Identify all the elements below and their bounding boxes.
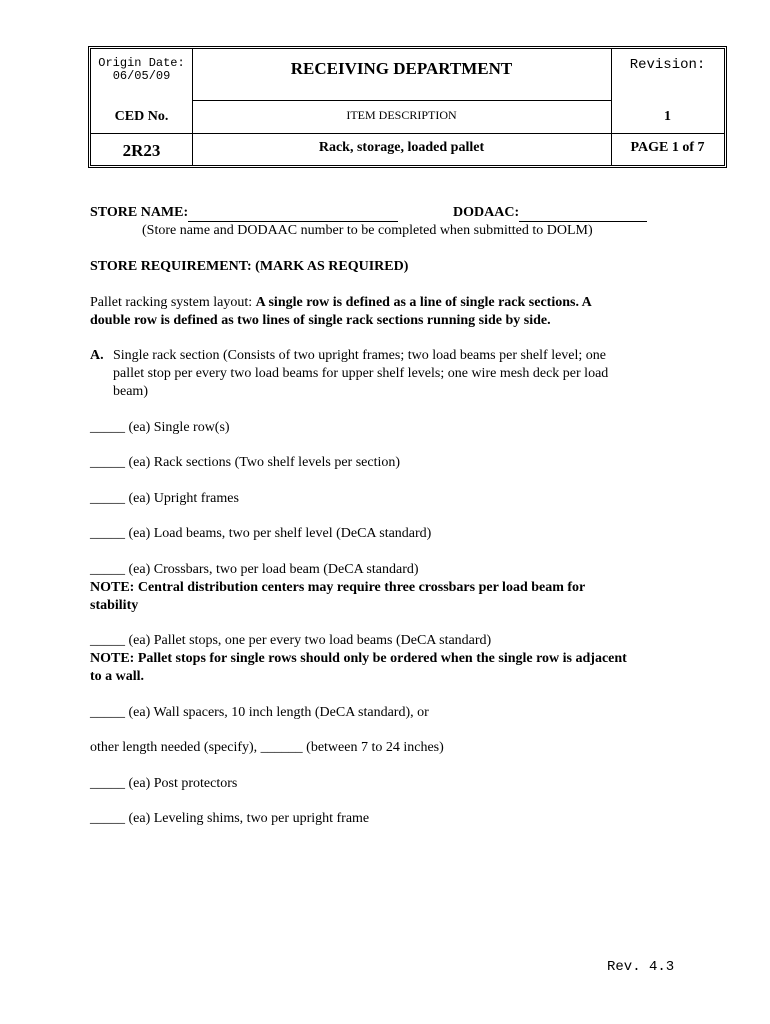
origin-date-value: 06/05/09 (112, 69, 171, 83)
store-name-label: STORE NAME: (90, 205, 189, 220)
dodaac-field[interactable] (519, 205, 647, 222)
table-divider (192, 100, 611, 101)
revision-value: 1 (664, 109, 671, 124)
crossbars-note-line2: stability (90, 598, 139, 613)
department-title: RECEIVING DEPARTMENT (290, 59, 513, 78)
item-load-beams[interactable]: _____ (ea) Load beams, two per shelf level (DeCA standard) (90, 526, 432, 541)
table-divider (91, 133, 724, 134)
origin-date-label: Origin Date: (98, 56, 185, 70)
item-crossbars[interactable]: _____ (ea) Crossbars, two per load beam (DeCA standard) (90, 562, 419, 577)
layout-intro-line2: double row is defined as two lines of single rack sections running side by side. (90, 313, 551, 328)
origin-date (91, 57, 192, 83)
store-name-field[interactable] (188, 205, 398, 222)
section-a-letter: A. (90, 348, 104, 363)
dodaac-line (453, 205, 647, 222)
requirement-heading: STORE REQUIREMENT: (MARK AS REQUIRED) (90, 259, 409, 274)
layout-intro-lead: Pallet racking system layout: (90, 295, 256, 310)
item-single-rows[interactable]: _____ (ea) Single row(s) (90, 420, 230, 435)
ced-label: CED No. (114, 109, 169, 124)
section-a-line2: pallet stop per every two load beams for upper shelf levels; one wire mesh deck per load (113, 366, 609, 381)
item-post-protectors[interactable]: _____ (ea) Post protectors (90, 776, 238, 791)
item-upright-frames[interactable]: _____ (ea) Upright frames (90, 491, 239, 506)
pallet-stops-note-line2: to a wall. (90, 669, 145, 684)
header-table (88, 46, 727, 168)
item-rack-sections[interactable]: _____ (ea) Rack sections (Two shelf levels per section) (90, 455, 401, 470)
pallet-stops-note-line1: NOTE: Pallet stops for single rows should only be ordered when the single row is adjacent (90, 651, 627, 666)
item-pallet-stops[interactable]: _____ (ea) Pallet stops, one per every two load beams (DeCA standard) (90, 633, 492, 648)
item-description: Rack, storage, loaded pallet (318, 140, 485, 155)
dodaac-label: DODAAC: (453, 205, 520, 220)
section-a-line3: beam) (113, 384, 148, 399)
revision-label: Revision: (629, 57, 706, 73)
item-other-length[interactable]: other length needed (specify), ______ (between 7 to 24 inches) (90, 740, 444, 755)
ced-value: 2R23 (122, 141, 161, 160)
section-a-line1: Single rack section (Consists of two upright frames; two load beams per shelf level; one (113, 348, 607, 363)
layout-intro-line1 (90, 295, 592, 311)
store-name-line (90, 205, 398, 222)
layout-intro-bold1: A single row is defined as a line of single rack sections. A (255, 295, 592, 310)
item-description-label: ITEM DESCRIPTION (346, 108, 457, 122)
footer-rev: Rev. 4.3 (607, 959, 675, 975)
store-note: (Store name and DODAAC number to be completed when submitted to DOLM) (142, 223, 593, 238)
item-leveling-shims[interactable]: _____ (ea) Leveling shims, two per upright frame (90, 811, 370, 826)
item-wall-spacers[interactable]: _____ (ea) Wall spacers, 10 inch length (DeCA standard), or (90, 705, 429, 720)
page-number: PAGE 1 of 7 (630, 140, 705, 155)
crossbars-note-line1: NOTE: Central distribution centers may require three crossbars per load beam for (90, 580, 586, 595)
